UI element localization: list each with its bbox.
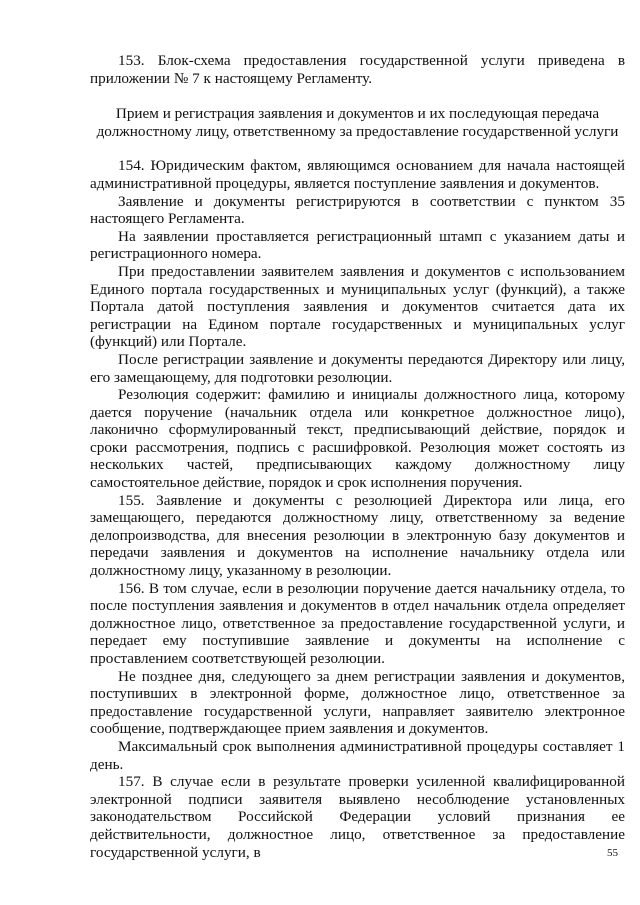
page-number: 55 — [607, 847, 618, 859]
paragraph-156-deadline: Максимальный срок выполнения административной процедуры составляет 1 день. — [90, 737, 625, 773]
paragraph-156-electronic: Не позднее дня, следующего за днем регистрации заявления и документов, поступивших в электронной форме, должностное лицо, ответственное за предоставление государственной услуги, направляет заявителю электронное сообщение, подтверждающее прием заявления и документов. — [90, 667, 625, 738]
paragraph-154-resolution: Резолюция содержит: фамилию и инициалы должностного лица, которому дается поручение (начальник отдела или конкретное должностное лицо), лаконично сформулированный текст, предписывающий действие, порядок и сроки рассмотрения, подпись с расшифровкой. Резолюция может состоять из нескольких частей, предписывающих каждому должностному лицу самостоятельное действие, порядок и срок исполнения поручения. — [90, 386, 625, 492]
paragraph-155: 155. Заявление и документы с резолюцией Директора или лица, его замещающего, передаются должностному лицу, ответственному за ведение делопроизводства, для внесения резолюции в электронную базу документов и передачи заявления и документов на исполнение начальнику отдела или должностному лицу, указанному в резолюции. — [90, 491, 625, 580]
paragraph-154-portal: При предоставлении заявителем заявления и документов с использованием Единого портала государственных и муниципальных услуг (функций), а также Портала датой поступления заявления и документов считается дата их регистрации на Едином портале государственных и муниципальных услуг (функций) или Портале. — [90, 262, 625, 351]
paragraph-154-transfer: После регистрации заявление и документы передаются Директору или лицу, его замещающему, для подготовки резолюции. — [90, 350, 625, 386]
section-heading: Прием и регистрация заявления и документов и их последующая передача должностному лицу, ответственному за предоставление государственной услуги — [96, 105, 619, 140]
paragraph-154-stamp: На заявлении проставляется регистрационный штамп с указанием даты и регистрационного номера. — [90, 227, 625, 263]
paragraph-156: 156. В том случае, если в резолюции поручение дается начальнику отдела, то после поступления заявления и документов в отдел начальник отдела определяет должностное лицо, ответственное за предоставление государственной услуги, и передает ему поступившие заявление и документы на исполнение с проставлением соответствующей резолюции. — [90, 579, 625, 667]
paragraph-153: 153. Блок-схема предоставления государственной услуги приведена в приложении № 7 к настоящему Регламенту. — [90, 52, 625, 87]
paragraph-154-registration: Заявление и документы регистрируются в соответствии с пунктом 35 настоящего Регламента. — [90, 192, 625, 228]
paragraph-154: 154. Юридическим фактом, являющимся основанием для начала настоящей административной процедуры, является поступление заявления и документов. — [90, 157, 625, 192]
paragraph-157: 157. В случае если в результате проверки усиленной квалифицированной электронной подписи заявителя выявлено несоблюдение установленных законодательством Российской Федерации условий признания ее действительности, должностное лицо, ответственное за предоставление государственной услуги, в — [90, 773, 625, 861]
